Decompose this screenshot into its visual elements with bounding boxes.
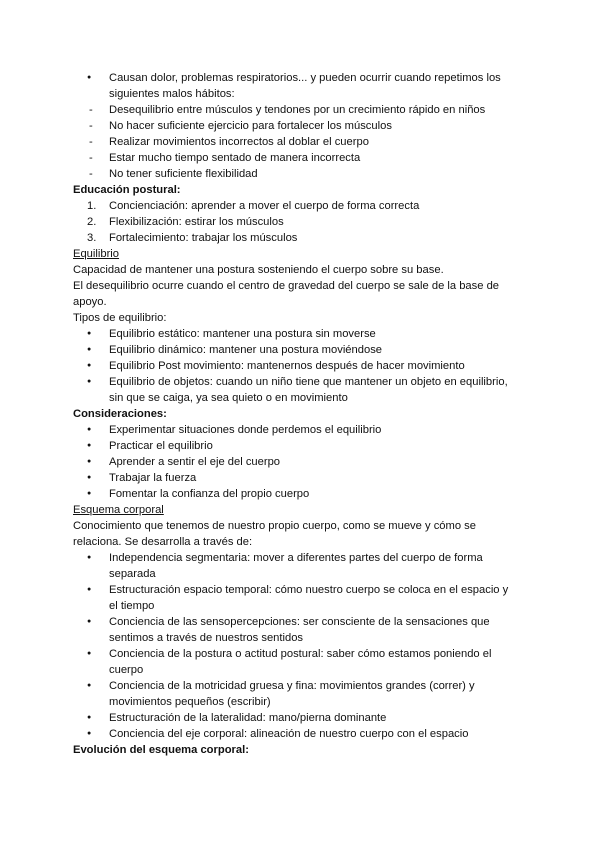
list-item: ● Equilibrio de objetos: cuando un niño tiene que mantener un objeto en equilibrio, sin que se caiga, ya sea quieto o en movimiento: [73, 374, 520, 406]
list-item: ● Trabajar la fuerza: [73, 470, 520, 486]
desequilibrio-paragraph: El desequilibrio ocurre cuando el centro de gravedad del cuerpo se sale de la base de apoyo.: [73, 280, 500, 308]
bad-habits-list: [73, 102, 520, 182]
item-number: 1.: [87, 200, 97, 212]
esquema-corporal-title: Esquema corporal: [73, 504, 164, 516]
list-item: ● Conciencia del eje corporal: alineación de nuestro cuerpo con el espacio: [73, 726, 520, 742]
item-number: 3.: [87, 232, 97, 244]
list-item: - Estar mucho tiempo sentado de manera incorrecta: [73, 150, 520, 166]
list-item: ● Estructuración espacio temporal: cómo nuestro cuerpo se coloca en el espacio y el tiempo: [73, 582, 520, 614]
list-item: ● Experimentar situaciones donde perdemos el equilibrio: [73, 422, 520, 438]
equilibrio-definition: Capacidad de mantener una postura sosteniendo el cuerpo sobre su base.: [73, 264, 444, 276]
esquema-corporal-paragraph: Conocimiento que tenemos de nuestro propio cuerpo, como se mueve y cómo se relaciona. Se desarrolla a través de:: [73, 520, 476, 548]
intro-list: [73, 70, 520, 102]
list-item: ● Conciencia de la postura o actitud postural: saber cómo estamos poniendo el cuerpo: [73, 646, 520, 678]
list-item: - No tener suficiente flexibilidad: [73, 166, 520, 182]
list-item: ● Equilibrio Post movimiento: mantenernos después de hacer movimiento: [73, 358, 520, 374]
consideraciones-heading: Consideraciones:: [73, 408, 167, 420]
list-item: ● Conciencia de la motricidad gruesa y fina: movimientos grandes (correr) y movimientos pequeños (escribir): [73, 678, 520, 710]
item-text: Flexibilización: estirar los músculos: [109, 216, 284, 228]
tipos-equilibrio-label: Tipos de equilibrio:: [73, 312, 167, 324]
equilibrio-title: Equilibrio: [73, 248, 120, 260]
list-item: ● Causan dolor, problemas respiratorios... y pueden ocurrir cuando repetimos los siguientes malos hábitos:: [73, 70, 520, 102]
tipos-equilibrio-list: [73, 326, 520, 406]
item-text: Fortalecimiento: trabajar los músculos: [109, 232, 298, 244]
list-item: [73, 214, 520, 230]
list-item: ● Conciencia de las sensopercepciones: ser consciente de la sensaciones que sentimos a través de nuestros sentidos: [73, 614, 520, 646]
list-item: ● Practicar el equilibrio: [73, 438, 520, 454]
item-text: Concienciación: aprender a mover el cuerpo de forma correcta: [109, 200, 420, 212]
list-item: ● Equilibrio dinámico: mantener una postura moviéndose: [73, 342, 520, 358]
list-item: ● Estructuración de la lateralidad: mano/pierna dominante: [73, 710, 520, 726]
list-item: - No hacer suficiente ejercicio para fortalecer los músculos: [73, 118, 520, 134]
evolucion-esquema-heading: Evolución del esquema corporal:: [73, 744, 249, 756]
list-item: ● Fomentar la confianza del propio cuerpo: [73, 486, 520, 502]
list-item: [73, 198, 520, 214]
educacion-postural-heading: Educación postural:: [73, 184, 181, 196]
list-item: - Desequilibrio entre músculos y tendones por un crecimiento rápido en niños: [73, 102, 520, 118]
list-item: ● Aprender a sentir el eje del cuerpo: [73, 454, 520, 470]
consideraciones-list: [73, 422, 520, 502]
list-item: [73, 230, 520, 246]
list-item: ● Equilibrio estático: mantener una postura sin moverse: [73, 326, 520, 342]
item-number: 2.: [87, 216, 97, 228]
list-item: - Realizar movimientos incorrectos al doblar el cuerpo: [73, 134, 520, 150]
esquema-corporal-list: [73, 550, 520, 742]
list-item: ● Independencia segmentaria: mover a diferentes partes del cuerpo de forma separada: [73, 550, 520, 582]
educacion-postural-list: [73, 198, 520, 246]
